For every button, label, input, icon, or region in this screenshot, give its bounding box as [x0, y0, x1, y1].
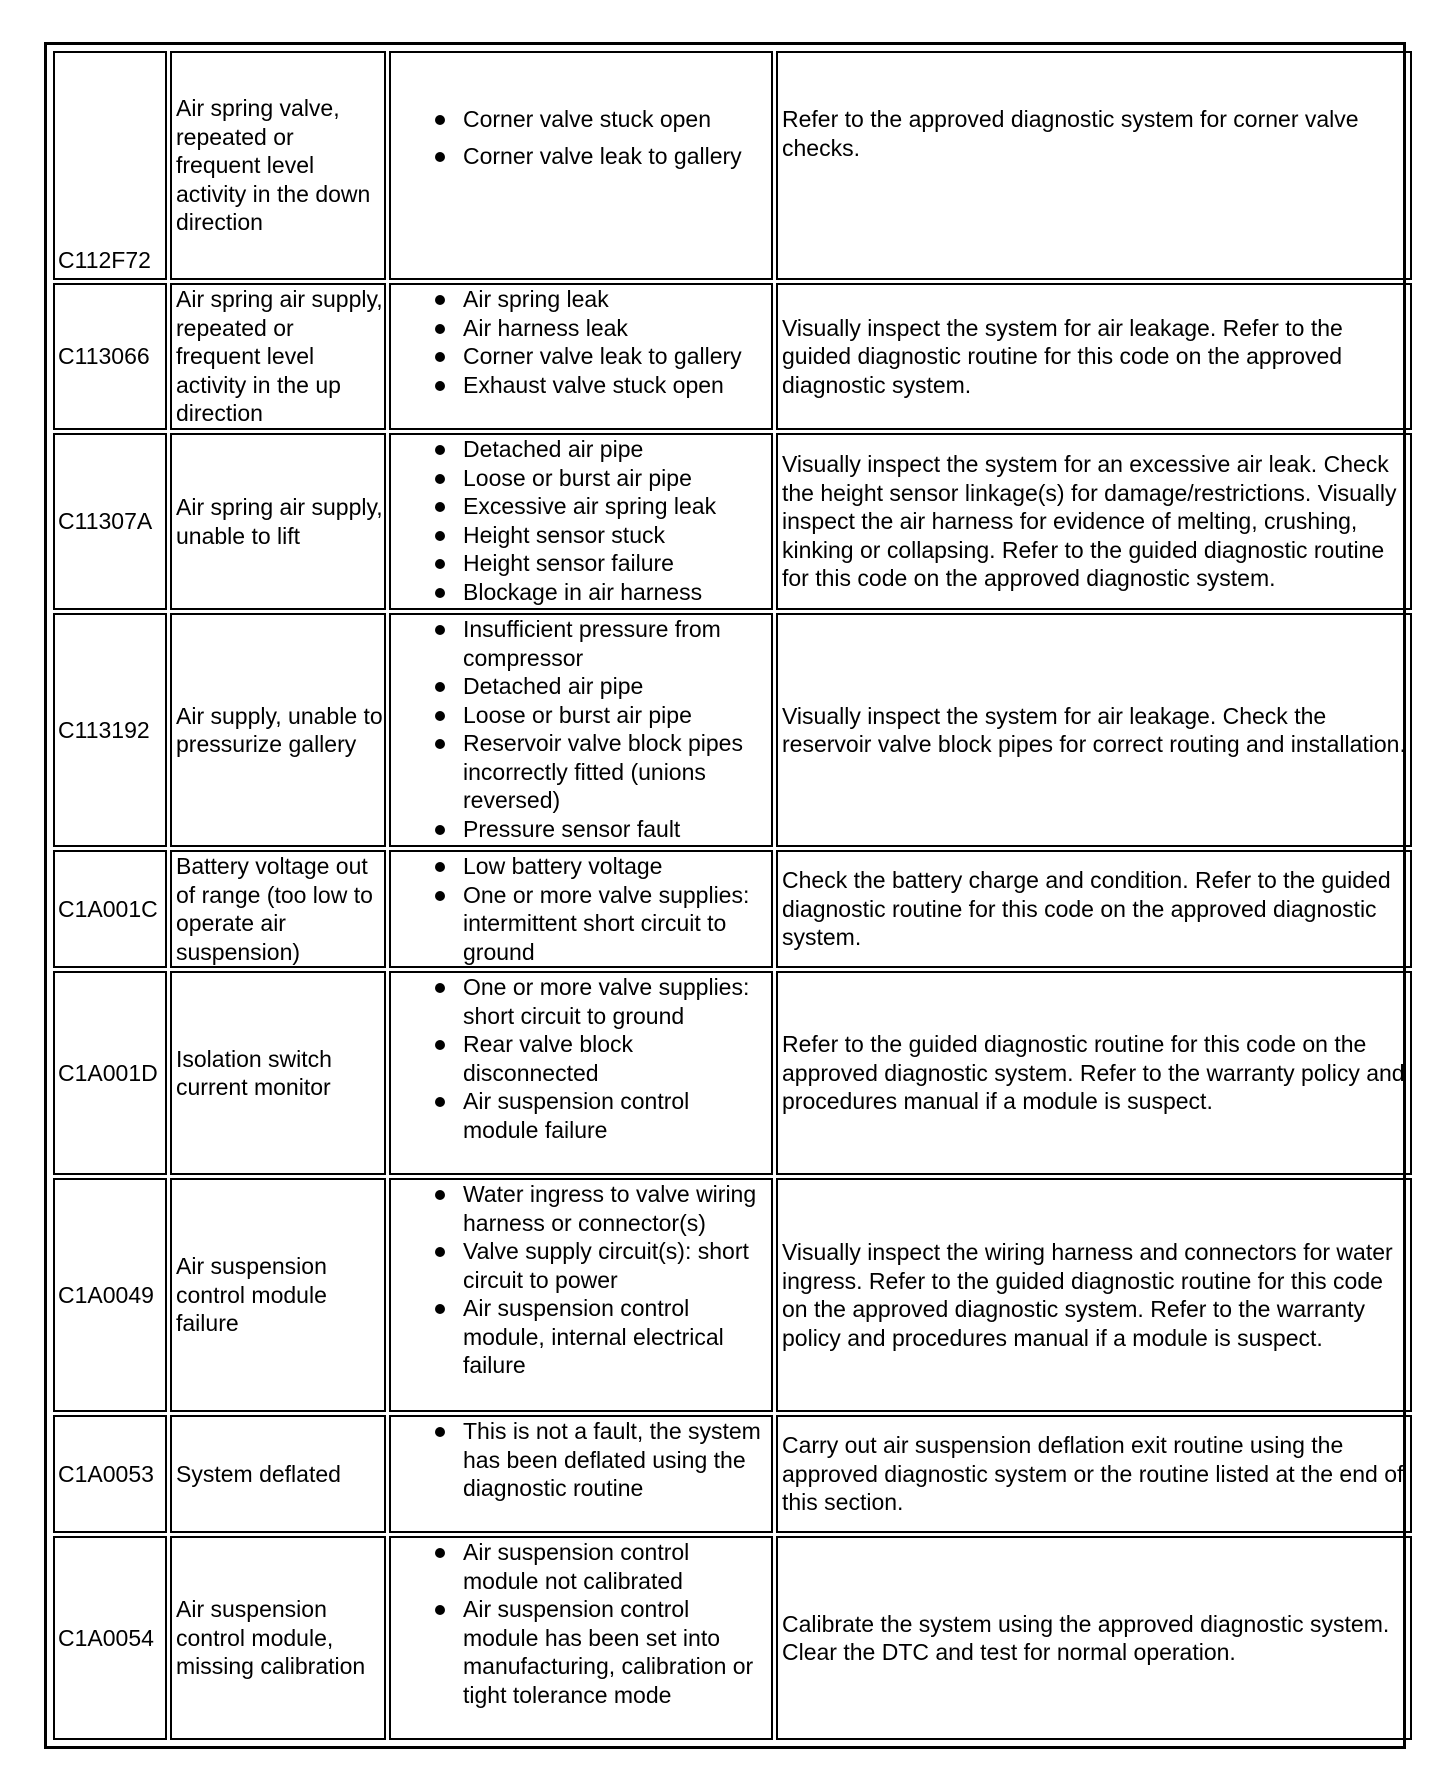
condition: Air suspension control module failure — [170, 1178, 386, 1412]
condition: Air spring valve, repeated or frequent level activity in the down direction — [170, 51, 386, 280]
list-item: Corner valve leak to gallery — [433, 142, 770, 171]
cause-list — [433, 285, 770, 399]
condition: Battery voltage out of range (too low to operate air suspension) — [170, 850, 386, 968]
condition: Isolation switch current monitor — [170, 971, 386, 1175]
table-row — [53, 613, 1412, 847]
table-row — [53, 971, 1412, 1175]
cause-list — [433, 1417, 770, 1503]
dtc-code: C113192 — [53, 613, 167, 847]
causes — [389, 51, 773, 280]
action: Check the battery charge and condition. Refer to the guided diagnostic routine for this code on the approved diagnostic system. — [776, 850, 1412, 968]
list-item: Detached air pipe — [433, 435, 770, 464]
condition: Air spring air supply, unable to lift — [170, 433, 386, 610]
causes — [389, 1178, 773, 1412]
list-item: One or more valve supplies: short circuit to ground — [433, 973, 770, 1030]
list-item: Blockage in air harness — [433, 578, 770, 607]
list-item: Height sensor stuck — [433, 521, 770, 550]
list-item: Detached air pipe — [433, 672, 770, 701]
list-item: Valve supply circuit(s): short circuit to power — [433, 1237, 770, 1294]
cause-list — [433, 615, 770, 843]
cause-list — [433, 1180, 770, 1380]
list-item: Loose or burst air pipe — [433, 464, 770, 493]
dtc-code: C112F72 — [53, 51, 167, 280]
action: Visually inspect the system for air leakage. Check the reservoir valve block pipes for correct routing and installation. — [776, 613, 1412, 847]
table-row — [53, 433, 1412, 610]
list-item: Reservoir valve block pipes incorrectly fitted (unions reversed) — [433, 729, 770, 815]
causes — [389, 283, 773, 430]
list-item: Air spring leak — [433, 285, 770, 314]
action: Refer to the approved diagnostic system for corner valve checks. — [776, 51, 1412, 280]
causes — [389, 1536, 773, 1740]
list-item: Air suspension control module has been set into manufacturing, calibration or tight tolerance mode — [433, 1595, 770, 1709]
list-item: Low battery voltage — [433, 852, 770, 881]
action: Visually inspect the wiring harness and connectors for water ingress. Refer to the guided diagnostic routine for this code on the approved diagnostic system. Refer to the warranty policy and procedures manual if a module is suspect. — [776, 1178, 1412, 1412]
list-item: One or more valve supplies: intermittent short circuit to ground — [433, 881, 770, 967]
list-item: Pressure sensor fault — [433, 815, 770, 844]
table-row — [53, 850, 1412, 968]
cause-list — [433, 105, 770, 170]
causes — [389, 971, 773, 1175]
dtc-code: C1A001D — [53, 971, 167, 1175]
list-item: Excessive air spring leak — [433, 492, 770, 521]
cause-list — [433, 1538, 770, 1709]
list-item: Air suspension control module failure — [433, 1087, 770, 1144]
table-row — [53, 1536, 1412, 1740]
causes — [389, 850, 773, 968]
dtc-code: C113066 — [53, 283, 167, 430]
list-item: Corner valve stuck open — [433, 105, 770, 134]
dtc-code: C1A0049 — [53, 1178, 167, 1412]
list-item: Loose or burst air pipe — [433, 701, 770, 730]
action: Visually inspect the system for an excessive air leak. Check the height sensor linkage(s) for damage/restrictions. Visually inspect the air harness for evidence of melting, crushing, kinking or collapsing. Refer to the guided diagnostic routine for this code on the approved diagnostic system. — [776, 433, 1412, 610]
table-row — [53, 1178, 1412, 1412]
causes — [389, 613, 773, 847]
table-row — [53, 51, 1412, 280]
dtc-code: C1A0053 — [53, 1415, 167, 1533]
action: Visually inspect the system for air leakage. Refer to the guided diagnostic routine for this code on the approved diagnostic system. — [776, 283, 1412, 430]
list-item: Water ingress to valve wiring harness or connector(s) — [433, 1180, 770, 1237]
table-row — [53, 283, 1412, 430]
list-item: Rear valve block disconnected — [433, 1030, 770, 1087]
list-item: Air suspension control module, internal electrical failure — [433, 1294, 770, 1380]
dtc-code: C1A0054 — [53, 1536, 167, 1740]
cause-list — [433, 973, 770, 1144]
list-item: Air suspension control module not calibrated — [433, 1538, 770, 1595]
cause-list — [433, 852, 770, 966]
dtc-code: C11307A — [53, 433, 167, 610]
dtc-code: C1A001C — [53, 850, 167, 968]
condition: Air supply, unable to pressurize gallery — [170, 613, 386, 847]
list-item: Height sensor failure — [433, 549, 770, 578]
list-item: This is not a fault, the system has been deflated using the diagnostic routine — [433, 1417, 770, 1503]
condition: Air spring air supply, repeated or frequent level activity in the up direction — [170, 283, 386, 430]
list-item: Exhaust valve stuck open — [433, 371, 770, 400]
cause-list — [433, 435, 770, 606]
dtc-table-frame — [44, 42, 1406, 1749]
dtc-table — [50, 48, 1415, 1743]
condition: Air suspension control module, missing calibration — [170, 1536, 386, 1740]
condition: System deflated — [170, 1415, 386, 1533]
causes — [389, 1415, 773, 1533]
causes — [389, 433, 773, 610]
list-item: Insufficient pressure from compressor — [433, 615, 770, 672]
action: Refer to the guided diagnostic routine for this code on the approved diagnostic system. Refer to the warranty policy and procedures manual if a module is suspect. — [776, 971, 1412, 1175]
table-row — [53, 1415, 1412, 1533]
list-item: Corner valve leak to gallery — [433, 342, 770, 371]
list-item: Air harness leak — [433, 314, 770, 343]
action: Calibrate the system using the approved diagnostic system. Clear the DTC and test for normal operation. — [776, 1536, 1412, 1740]
action: Carry out air suspension deflation exit routine using the approved diagnostic system or the routine listed at the end of this section. — [776, 1415, 1412, 1533]
